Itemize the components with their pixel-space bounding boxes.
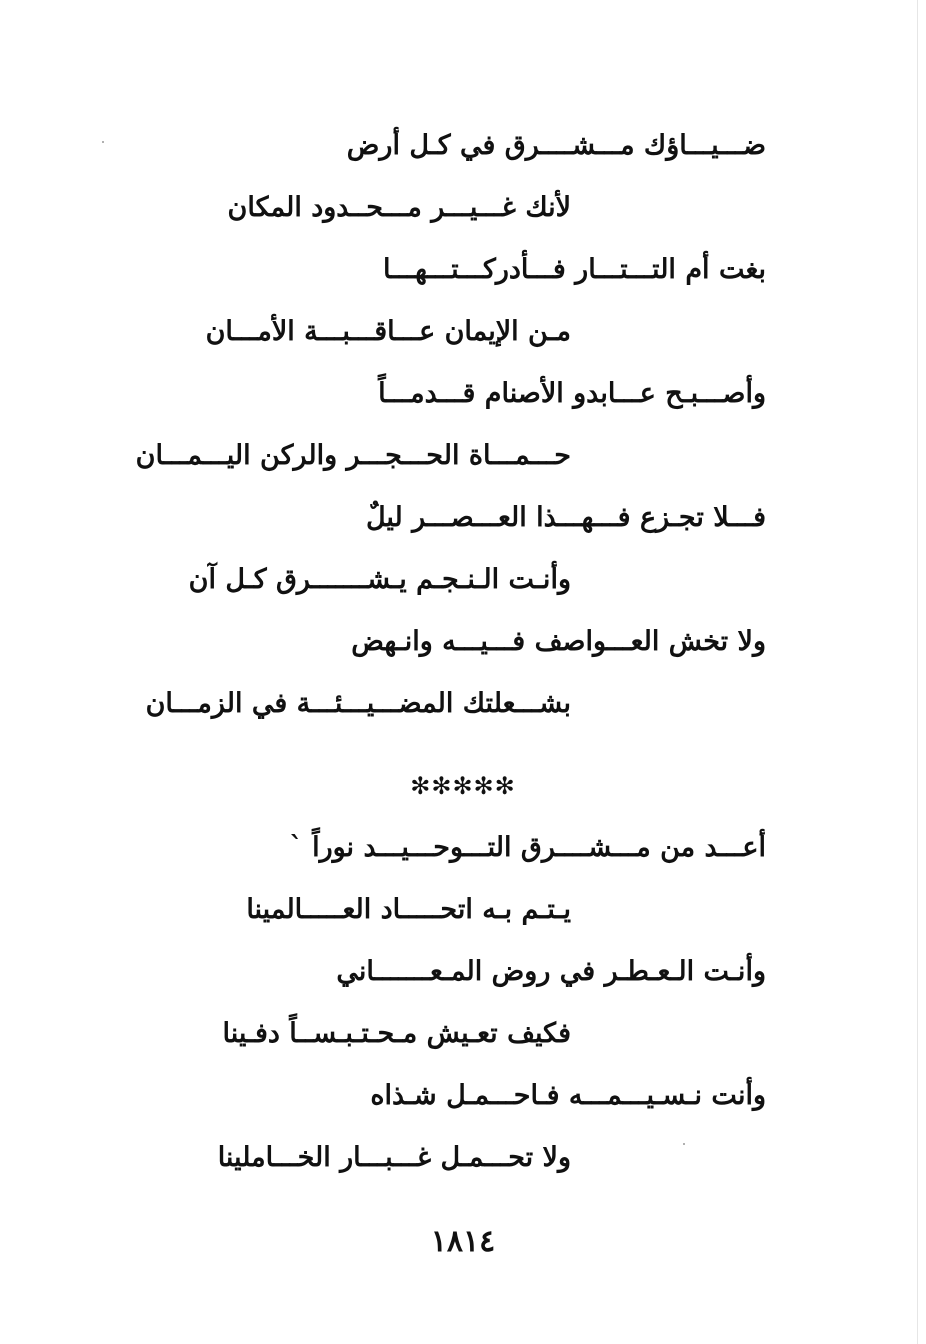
verse-line: ولا تحـــمـل غـــبـــار الخـــاملينا: [217, 1142, 571, 1173]
verse-line: وأصـــبـح عـــابدو الأصنام قـــدمـــاً: [378, 378, 766, 409]
page-number: ١٨١٤: [430, 1224, 496, 1259]
stanza-separator: ✻✻✻✻✻: [410, 772, 516, 800]
verse-line: أعـــد من مـــشــــرق التـــوحـــيـــد نوراً `: [289, 832, 766, 863]
verse-line: حـــمـــاة الحـــجـــر والركن اليـــمـــان: [135, 440, 571, 471]
verse-line: وأنـت الـنـجـم يـشـــــــرق كـل آن: [188, 564, 571, 595]
verse-line: ولا تخش العـــواصف فـــيـــه وانـهض: [351, 626, 766, 657]
verse-line: فـــلا تجـزع فـــهـــذا العـــصـــر ليلٌ: [365, 502, 766, 533]
scan-speck: [102, 141, 104, 143]
verse-line: لأنك غـــيـــر مـــحــدود المكان: [227, 192, 571, 223]
verse-line: وأنت نـسـيـــمـــه فـاحـــمـل شـذاه: [370, 1080, 766, 1111]
verse-line: بشـــعلتك المضـــيـــئـــة في الزمـــان: [145, 688, 571, 719]
verse-line: وأنـت الـعـطـر في روض المـعـــــــاني: [336, 956, 766, 987]
scan-speck: [683, 1143, 685, 1145]
verse-line: ضـــيـــاؤك مـــشــــرق في كـل أرض: [346, 130, 766, 161]
scan-edge-line: [917, 0, 918, 1344]
verse-line: يـتـم بـه اتحـــــاد العـــــالمينا: [246, 894, 571, 925]
verse-line: فكيف تعـيش مـحـتـبـســاً دفـينا: [222, 1018, 571, 1049]
verse-line: بغت أم التـــتـــار فـــأدركـــتـــهـــا: [382, 254, 766, 285]
verse-line: مـن الإيمان عـــاقـــبـــة الأمـــان: [205, 316, 571, 347]
